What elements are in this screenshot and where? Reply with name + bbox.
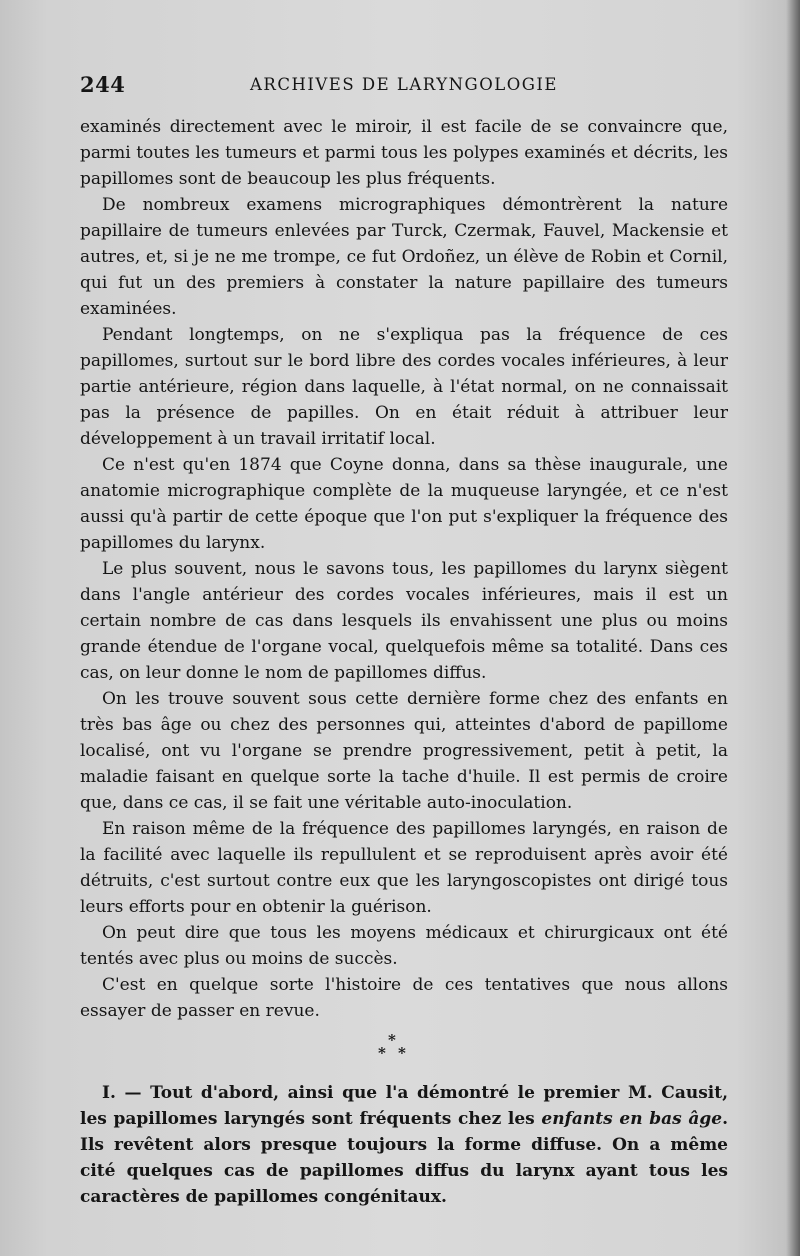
page-number: 244 (80, 72, 126, 97)
paragraph-review-intro: C'est en quelque sorte l'histoire de ces tentatives que nous allons essayer de passer en revue. (80, 975, 728, 1021)
section-one-text-start: I. — Tout d'abord, ainsi que l'a démontré le premier M. Causit, les papillomes laryngés sont fréquents chez les (80, 1083, 728, 1129)
paragraph-continuation: examinés directement avec le miroir, il est facile de se convaincre que, parmi toutes les tumeurs et parmi tous les polypes examinés et décrits, les papillomes sont de beaucoup les plus fréquents. (80, 117, 728, 189)
body-text (80, 114, 728, 1072)
asterism-star: * (388, 1031, 396, 1049)
section-one-italic-phrase: enfants en bas âge (541, 1109, 723, 1129)
paragraph-location: Le plus souvent, nous le savons tous, les papillomes du larynx siègent dans l'angle antérieur des cordes vocales inférieures, mais il est un certain nombre de cas dans lesquels ils envahissent une plus ou moins grande étendue de l'organe vocal, quelquefois même sa totalité. Dans ces cas, on leur donne le nom de papillomes diffus. (80, 559, 728, 683)
asterism-separator (80, 1024, 728, 1072)
asterism-star: * (398, 1044, 406, 1062)
running-header (80, 72, 728, 98)
paragraph-treatments: On peut dire que tous les moyens médicaux et chirurgicaux ont été tentés avec plus ou moins de succès. (80, 923, 728, 969)
paragraph-micrographic-exams: De nombreux examens micrographiques démontrèrent la nature papillaire de tumeurs enlevées par Turck, Czermak, Fauvel, Mackensie et autres, et, si je ne me trompe, ce fut Ordoñez, un élève de Robin et Cornil, qui fut un des premiers à constater la nature papillaire des tumeurs examinées. (80, 195, 728, 319)
paragraph-coyne-1874: Ce n'est qu'en 1874 que Coyne donna, dans sa thèse inaugurale, une anatomie micrographique complète de la muqueuse laryngée, et ce n'est aussi qu'à partir de cette époque que l'on put s'expliquer la fréquence des papillomes du larynx. (80, 455, 728, 553)
paragraph-frequency-explanation: Pendant longtemps, on ne s'expliqua pas la fréquence de ces papillomes, surtout sur le bord libre des cordes vocales inférieures, à leur partie antérieure, région dans laquelle, à l'état normal, on ne connaissait pas la présence de papilles. On en était réduit à attribuer leur développement à un travail irritatif local. (80, 325, 728, 449)
paragraph-section-one (80, 1080, 728, 1210)
asterism-star: * (378, 1044, 386, 1062)
page-gutter-shadow (786, 0, 800, 1256)
paragraph-recurrence: En raison même de la fréquence des papillomes laryngés, en raison de la facilité avec laquelle ils repullulent et se reproduisent après avoir été détruits, c'est surtout contre eux que les laryngoscopistes ont dirigé tous leurs efforts pour en obtenir la guérison. (80, 819, 728, 917)
running-title: ARCHIVES DE LARYNGOLOGIE (250, 75, 558, 94)
section-one (80, 1080, 728, 1210)
section-one-text-end: . Ils revêtent alors presque toujours la forme diffuse. On a même cité quelques cas de papillomes diffus du larynx ayant tous les caractères de papillomes congénitaux. (80, 1109, 728, 1207)
paragraph-diffuse-form: On les trouve souvent sous cette dernière forme chez des enfants en très bas âge ou chez des personnes qui, atteintes d'abord de papillome localisé, ont vu l'organe se prendre progressivement, petit à petit, la maladie faisant en quelque sorte la tache d'huile. Il est permis de croire que, dans ce cas, il se fait une véritable auto-inoculation. (80, 689, 728, 813)
